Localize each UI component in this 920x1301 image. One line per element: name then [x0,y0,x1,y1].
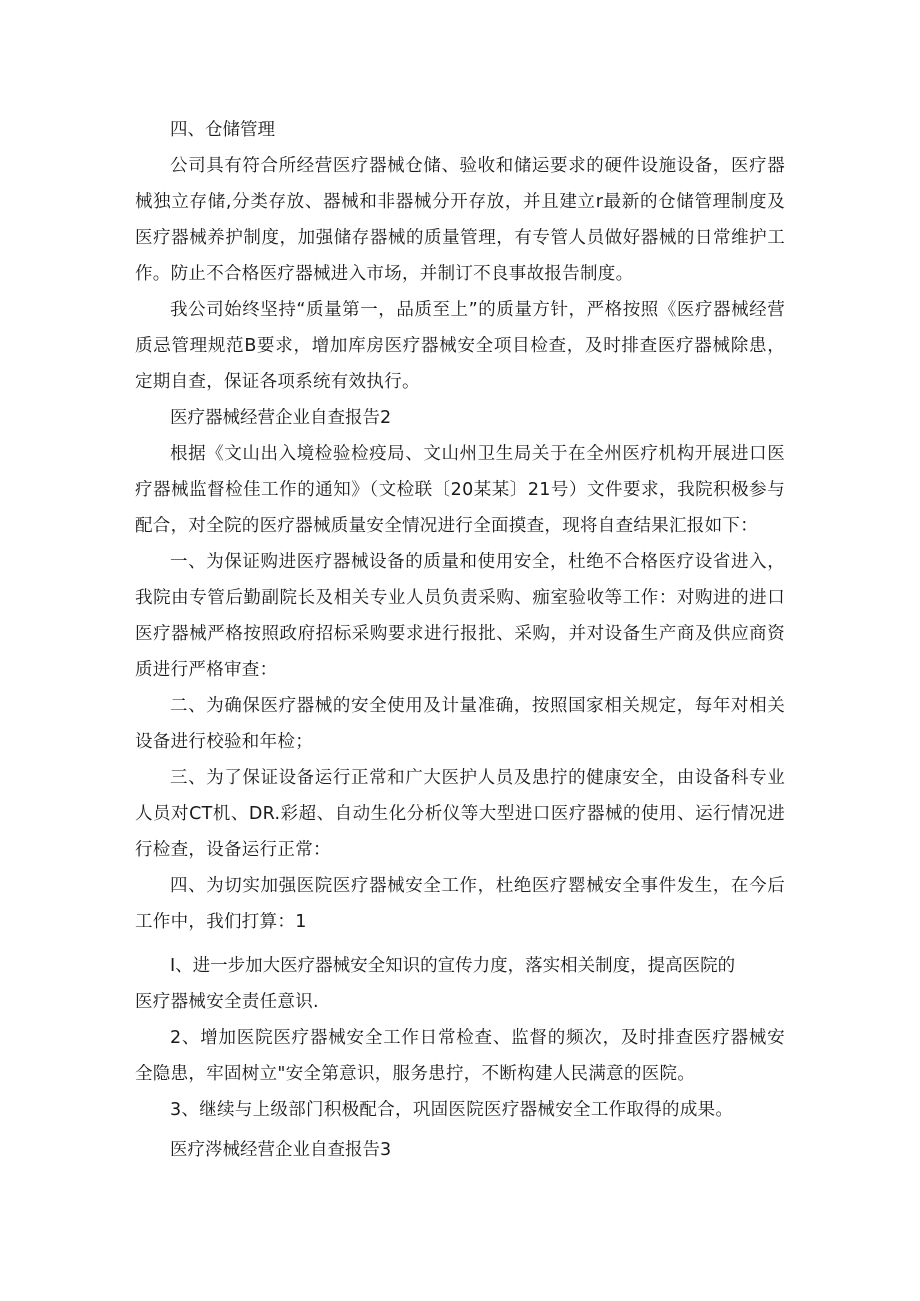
paragraph-storage-facilities: 公司具有符合所经营医疗器械仓储、验收和储运要求的硬件设施设备，医疗器械独立存储,分类存放、器械和非器械分开存放，并且建立r最新的仓储管理制度及医疗器械养护制度，加强储存器械的质量管理，有专管人员做好器械的日常维护工作。防止不合格医疗器械进入市场，并制订不良事故报告制度。 [135,156,785,284]
plan-item-2: 2、增加医院医疗器械安全工作日常检查、监督的频次，及时排查医疗器械安全隐患，牢固树立"安全第意识，服务患拧，不断构建人民满意的医院。 [135,1028,785,1084]
paragraph-item-2-calibration: 二、为确保医疗器械的安全使用及计量准确，按照国家相关规定，每年对相关设备进行校验和年检； [135,696,785,752]
report-3-title: 医疗涔械经营企业自查报告3 [170,1140,392,1160]
plan-item-1-line-2: 医疗器械安全责任意识. [135,992,319,1012]
paragraph-item-1-procurement: 一、为保证购进医疗器械设备的质量和使用安全，杜绝不合格医疗设省进入，我院由专管后勤副院长及相关专业人员负责采购、痂室验收等工作：对购进的进口医疗器械严格按照政府招标采购要求进行报批、采购，并对设备生产商及供应商资质进行严格审查： [135,552,785,680]
plan-item-1-line-1: I、进一步加大医疗器械安全知识的宣传力度，落实相关制度，提高医院的 [170,956,736,976]
report-2-title: 医疗器械经营企业自查报告2 [170,408,392,428]
section-heading-warehousing: 四、仓储管理 [170,120,275,140]
paragraph-notice-basis: 根据《文山出入境检验检疫局、文山州卫生局关于在全州医疗机构开展进口医疗器械监督检佳工作的通知》（文检联〔20某某〕21号）文件要求，我院积极参与配合，对全院的医疗器械质量安全情况进行全面摸查，现将自查结果汇报如下： [135,444,785,536]
paragraph-quality-policy: 我公司始终坚持“质量第一，品质至上”的质量方针，严格按照《医疗器械经营质忌管理规范B要求，增加库房医疗器械安全项目检查，及时排查医疗器械除患，定期自查，保证各项系统有效执行。 [135,300,785,392]
plan-item-3: 3、继续与上级部门积极配合，巩固医院医疗器械安全工作取得的成果。 [170,1100,734,1120]
paragraph-item-4-plan: 四、为切实加强医院医疗器械安全工作，杜绝医疗罂械安全事件发生，在今后工作中，我们打算：1 [135,876,785,932]
paragraph-item-3-equipment-check: 三、为了保证设备运行正常和广大医护人员及患拧的健康安全，由设备科专业人员对CT机、DR.彩超、自动生化分析仪等大型进口医疗器械的使用、运行情况进行检查，设备运行正常： [135,768,785,860]
